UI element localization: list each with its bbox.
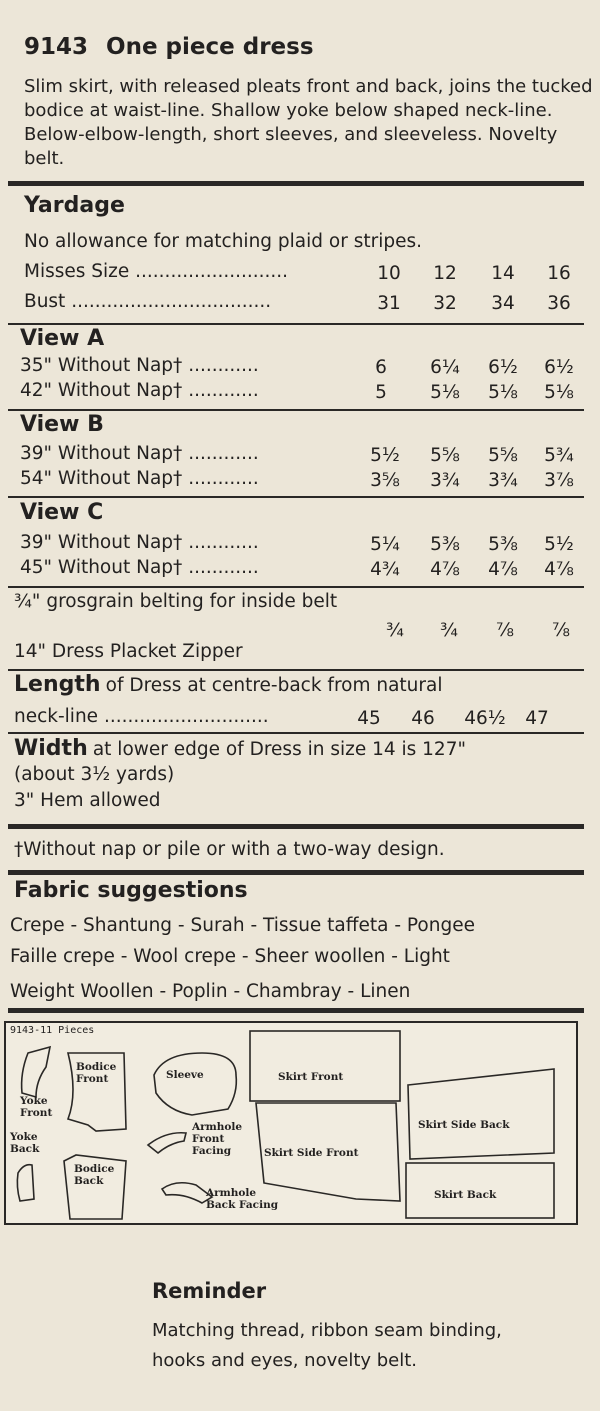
divider <box>8 870 584 875</box>
sleeve-piece <box>154 1053 236 1115</box>
view-a-heading: View A <box>20 326 105 351</box>
view-b-row-2-val: 3⅝ <box>370 470 400 491</box>
pattern-title <box>24 34 314 60</box>
view-a-row-2-label: 42" Without Nap† ............ <box>20 380 259 401</box>
skirt-back-label: Skirt Back <box>434 1189 497 1201</box>
belting-val: ¾ <box>386 620 404 641</box>
view-c-row-1-val: 5½ <box>544 534 574 555</box>
fabric-line: Weight Woollen - Poplin - Chambray - Linen <box>10 981 411 1002</box>
divider <box>8 824 584 829</box>
length-line <box>14 672 442 697</box>
view-a-row-2-val: 5⅛ <box>488 382 518 403</box>
skirt-front-piece <box>250 1031 400 1101</box>
width-heading: Width <box>14 736 88 761</box>
view-c-row-2-val: 4⅞ <box>544 559 574 580</box>
length-val: 45 <box>357 708 381 729</box>
skirt-front-label: Skirt Front <box>278 1071 344 1083</box>
view-c-row-1-val: 5¼ <box>370 534 400 555</box>
bodice-back-label: Bodice Back <box>74 1163 115 1187</box>
divider <box>8 409 584 411</box>
belting-val: ⅞ <box>552 620 570 641</box>
view-b-row-2-val: 3⅞ <box>544 470 574 491</box>
divider <box>8 181 584 186</box>
view-b-row-2-val: 3¾ <box>488 470 518 491</box>
armhole-front-facing-label: Armhole Front Facing <box>192 1121 243 1157</box>
reminder-heading: Reminder <box>152 1279 267 1303</box>
view-b-row-1-val: 5⅝ <box>488 445 518 466</box>
fabric-heading: Fabric suggestions <box>14 878 248 903</box>
armhole-back-facing-label: Armhole Back Facing <box>206 1187 279 1211</box>
size-16: 16 <box>547 263 571 284</box>
view-c-row-2-label: 45" Without Nap† ............ <box>20 557 259 578</box>
pattern-description: Slim skirt, with released pleats front and back, joins the tucked bodice at waist-line. Shallow yoke below shaped neck-line. Below-elbow-length, short sleeves, and sleeveless. Novelty belt. <box>24 76 593 169</box>
pattern-name: One piece dress <box>106 34 314 60</box>
view-b-row-2-val: 3¾ <box>430 470 460 491</box>
bust-10: 31 <box>377 293 401 314</box>
size-10: 10 <box>377 263 401 284</box>
divider <box>8 496 584 498</box>
view-c-row-1-val: 5⅜ <box>488 534 518 555</box>
zipper-label: 14" Dress Placket Zipper <box>14 641 243 662</box>
width-line-3: 3" Hem allowed <box>14 790 161 811</box>
size-14: 14 <box>491 263 515 284</box>
size-row-label: Misses Size .......................... <box>24 261 289 282</box>
view-b-heading: View B <box>20 412 104 437</box>
yoke-front-label: Yoke Front <box>20 1095 53 1119</box>
skirt-side-front-label: Skirt Side Front <box>264 1147 359 1159</box>
fabric-line: Crepe - Shantung - Surah - Tissue taffeta - Pongee <box>10 915 475 936</box>
divider <box>8 586 584 588</box>
bust-row-label: Bust .................................. <box>24 291 272 312</box>
view-a-row-1-val: 6 <box>375 357 387 378</box>
bust-12: 32 <box>433 293 457 314</box>
divider <box>8 669 584 671</box>
sleeve-label: Sleeve <box>166 1069 204 1081</box>
bust-14: 34 <box>491 293 515 314</box>
pieces-title: 9143-11 Pieces <box>10 1025 95 1036</box>
view-c-row-2-val: 4⅞ <box>488 559 518 580</box>
view-a-row-2-val: 5 <box>375 382 387 403</box>
view-a-row-1-val: 6½ <box>544 357 574 378</box>
divider <box>8 323 584 325</box>
reminder-text: Matching thread, ribbon seam binding, hooks and eyes, novelty belt. <box>152 1320 502 1371</box>
length-heading: Length <box>14 672 101 697</box>
fabric-line: Faille crepe - Wool crepe - Sheer woollen - Light <box>10 946 450 967</box>
view-c-row-1-label: 39" Without Nap† ............ <box>20 532 259 553</box>
view-a-row-1-val: 6¼ <box>430 357 460 378</box>
belting-val: ¾ <box>440 620 458 641</box>
footnote: †Without nap or pile or with a two-way design. <box>14 839 445 860</box>
pattern-number: 9143 <box>24 34 89 60</box>
length-val: 46 <box>411 708 435 729</box>
view-a-row-1-label: 35" Without Nap† ............ <box>20 355 259 376</box>
view-c-heading: View C <box>20 500 104 525</box>
view-b-row-1-val: 5¾ <box>544 445 574 466</box>
view-b-row-1-label: 39" Without Nap† ............ <box>20 443 259 464</box>
divider <box>8 1008 584 1013</box>
length-val: 46½ <box>464 708 506 729</box>
armhole-back-facing-piece <box>162 1183 212 1203</box>
yardage-heading: Yardage <box>24 193 125 218</box>
skirt-side-back-piece <box>408 1069 554 1159</box>
bodice-front-label: Bodice Front <box>76 1061 117 1085</box>
view-c-row-2-val: 4¾ <box>370 559 400 580</box>
view-a-row-2-val: 5⅛ <box>430 382 460 403</box>
view-b-row-1-val: 5⅝ <box>430 445 460 466</box>
view-a-row-2-val: 5⅛ <box>544 382 574 403</box>
length-row-label: neck-line ............................ <box>14 706 269 727</box>
length-text: of Dress at centre-back from natural <box>105 675 443 696</box>
belting-val: ⅞ <box>496 620 514 641</box>
armhole-front-facing-piece <box>148 1133 186 1153</box>
size-12: 12 <box>433 263 457 284</box>
width-line-2: (about 3½ yards) <box>14 764 175 785</box>
yoke-front-piece <box>22 1047 50 1097</box>
view-c-row-1-val: 5⅜ <box>430 534 460 555</box>
yoke-back-piece <box>17 1165 34 1201</box>
bust-16: 36 <box>547 293 571 314</box>
view-b-row-2-label: 54" Without Nap† ............ <box>20 468 259 489</box>
length-val: 47 <box>525 708 549 729</box>
belting-label: ¾" grosgrain belting for inside belt <box>14 591 338 612</box>
divider <box>8 732 584 734</box>
width-line <box>14 736 466 761</box>
yoke-back-label: Yoke Back <box>10 1131 40 1155</box>
width-text: at lower edge of Dress in size 14 is 127" <box>92 739 466 760</box>
yardage-note: No allowance for matching plaid or stripes. <box>24 231 422 252</box>
view-c-row-2-val: 4⅞ <box>430 559 460 580</box>
view-a-row-1-val: 6½ <box>488 357 518 378</box>
view-b-row-1-val: 5½ <box>370 445 400 466</box>
pattern-pieces-diagram <box>4 1021 578 1225</box>
skirt-side-back-label: Skirt Side Back <box>418 1119 510 1131</box>
